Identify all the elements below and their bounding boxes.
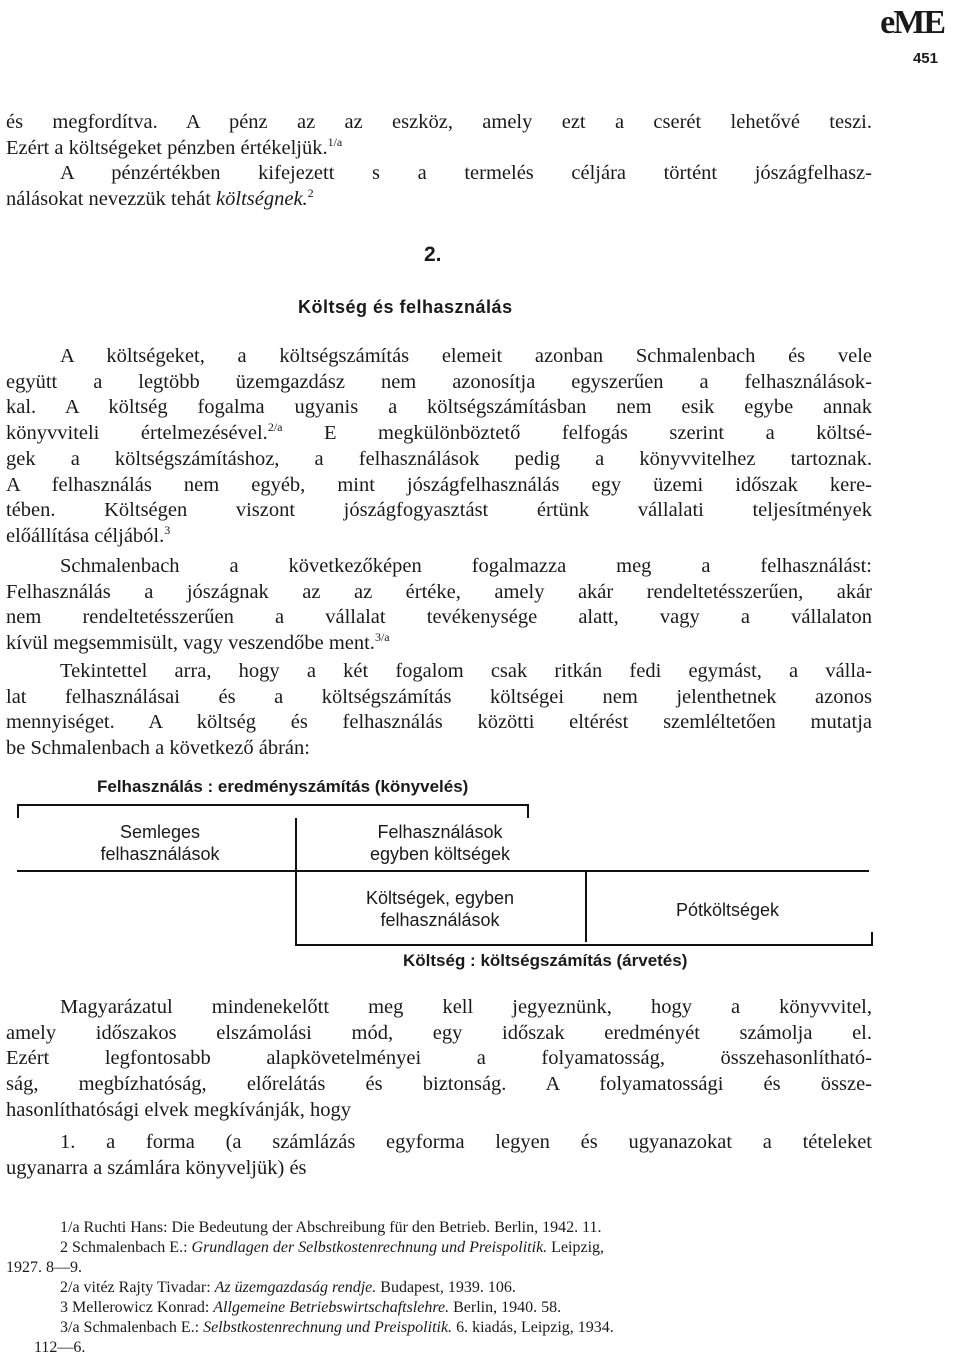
diagram-bottom-label: Költség : költségszámítás (árvetés): [403, 951, 688, 970]
paragraph-schmalenbach-definition: Schmalenbach a következőképen fogalmazza meg a felhasználást: Felhasználás a jószágnak az az értéke, amely akár rendeltetésszerűen, akár nem rendeltetésszerűen a vállalat tevékenysége alatt, vagy a vállalaton kívül megsemmisült, vagy veszendőbe ment.$^{3/a}$: [6, 555, 872, 655]
cell-costs-also-uses: Költségek, egyben felhasználások: [365, 888, 515, 930]
publisher-logo: eME: [880, 4, 944, 41]
footnote-3a: 3/a Schmalenbach E.: Selbstkostenrechnung und Preispolitik. 6. kiadás, Leipzig, 1934.: [60, 1319, 614, 1336]
footnote-1a: 1/a Ruchti Hans: Die Bedeutung der Abschreibung für den Betrieb. Berlin, 1942. 11.: [60, 1219, 602, 1236]
cell-additional-costs: Pótköltségek: [675, 900, 780, 920]
list-item-form: 1. a forma (a számlázás egyforma legyen és ugyanazokat a tételeket ugyanarra a számlára könyveljük) és: [6, 1131, 872, 1179]
section-title: Költség és felhasználás: [298, 297, 513, 317]
paragraph-diagram-intro: Tekintettel arra, hogy a két fogalom csak ritkán fedi egymást, a válla- lat felhasználásai és a költségszámítás költségei nem jelenthetnek azonos mennyiséget. A költség és felhasználás közötti eltérést szemléltetően mutatja be Schmalenbach a következő ábrán:: [6, 660, 872, 760]
cell-uses-also-costs: Felhasználások egyben költségek: [369, 822, 511, 864]
diagram-top-bracket: [17, 804, 529, 818]
diagram-bottom-bracket: [295, 932, 873, 946]
footnotes: 1/a Ruchti Hans: Die Bedeutung der Abschreibung für den Betrieb. Berlin, 1942. 11. 2 Schmalenbach E.: Grundlagen der Selbstkostenrechnung und Preispolitik. Leipzig, 1927. 8—9. 2/a vitéz Rajty Tivadar: Az üzemgazdaság rendje. Budapest, 1939. 106. 3 Mellerowicz Konrad: Allgemeine Betriebswirtschaftslehre. Berlin, 1940. 58. 3/a Schmalenbach E.: Selbstkostenrechnung und Preispolitik. 6. kiadás, Leipzig, 1934. 112—6.: [6, 1218, 872, 1358]
paragraph-cost-definition: A költségeket, a költségszámítás elemeit azonban Schmalenbach és vele együtt a legtöbb üzemgazdász nem azonosítja egyszerűen a felhasználások- kal. A költség fogalma ugyanis a költségszámításban nem esik egybe annak könyvviteli értelmezésével.$^{2/a}$ E megkülönböztető felfogás szerint a költsé- gek a költségszámításhoz, a felhasználások pedig a könyvvitelhez tartoznak. A felhasználás nem egyéb, mint jószágfelhasználás egy üzemi időszak kere- tében. Költségen viszont jószágfogyasztást értünk vállalati teljesítmények előállítása céljából.$^3$: [6, 345, 872, 547]
diagram-divider-left: [295, 818, 297, 942]
footnote-2a: 2/a vitéz Rajty Tivadar: Az üzemgazdaság rendje. Budapest, 1939. 106.: [60, 1279, 516, 1296]
page-number: 451: [912, 50, 938, 67]
diagram-middle-line: [17, 870, 869, 872]
footnote-2: 2 Schmalenbach E.: Grundlagen der Selbstkostenrechnung und Preispolitik. Leipzig,: [60, 1239, 605, 1256]
cell-neutral-uses: Semleges felhasználások: [100, 822, 220, 864]
section-number: 2.: [424, 243, 442, 266]
paragraph-explanation: Magyarázatul mindenekelőtt meg kell jegyeznünk, hogy a könyvvitel, amely időszakos elszámolási mód, egy időszak eredményét számolja el. Ezért legfontosabb alapkövetelményei a folyamatosság, összehasonlítható- ság, megbízhatóság, előrelátás és biztonság. A folyamatossági és össze- hasonlíthatósági elvek megkívánják, hogy: [6, 996, 872, 1121]
paragraph-intro: és megfordítva. A pénz az az eszköz, amely ezt a cserét lehetővé teszi. Ezért a költségeket pénzben értékeljük.$^{1/a}$ A pénzértékben kifejezett s a termelés céljára történt jószágfelhasz- nálásokat nevezzük tehát költségnek.$^2$: [6, 111, 872, 211]
diagram-top-label: Felhasználás : eredményszámítás (könyvelés): [97, 777, 469, 796]
footnote-3: 3 Mellerowicz Konrad: Allgemeine Betriebswirtschaftslehre. Berlin, 1940. 58.: [60, 1299, 562, 1316]
